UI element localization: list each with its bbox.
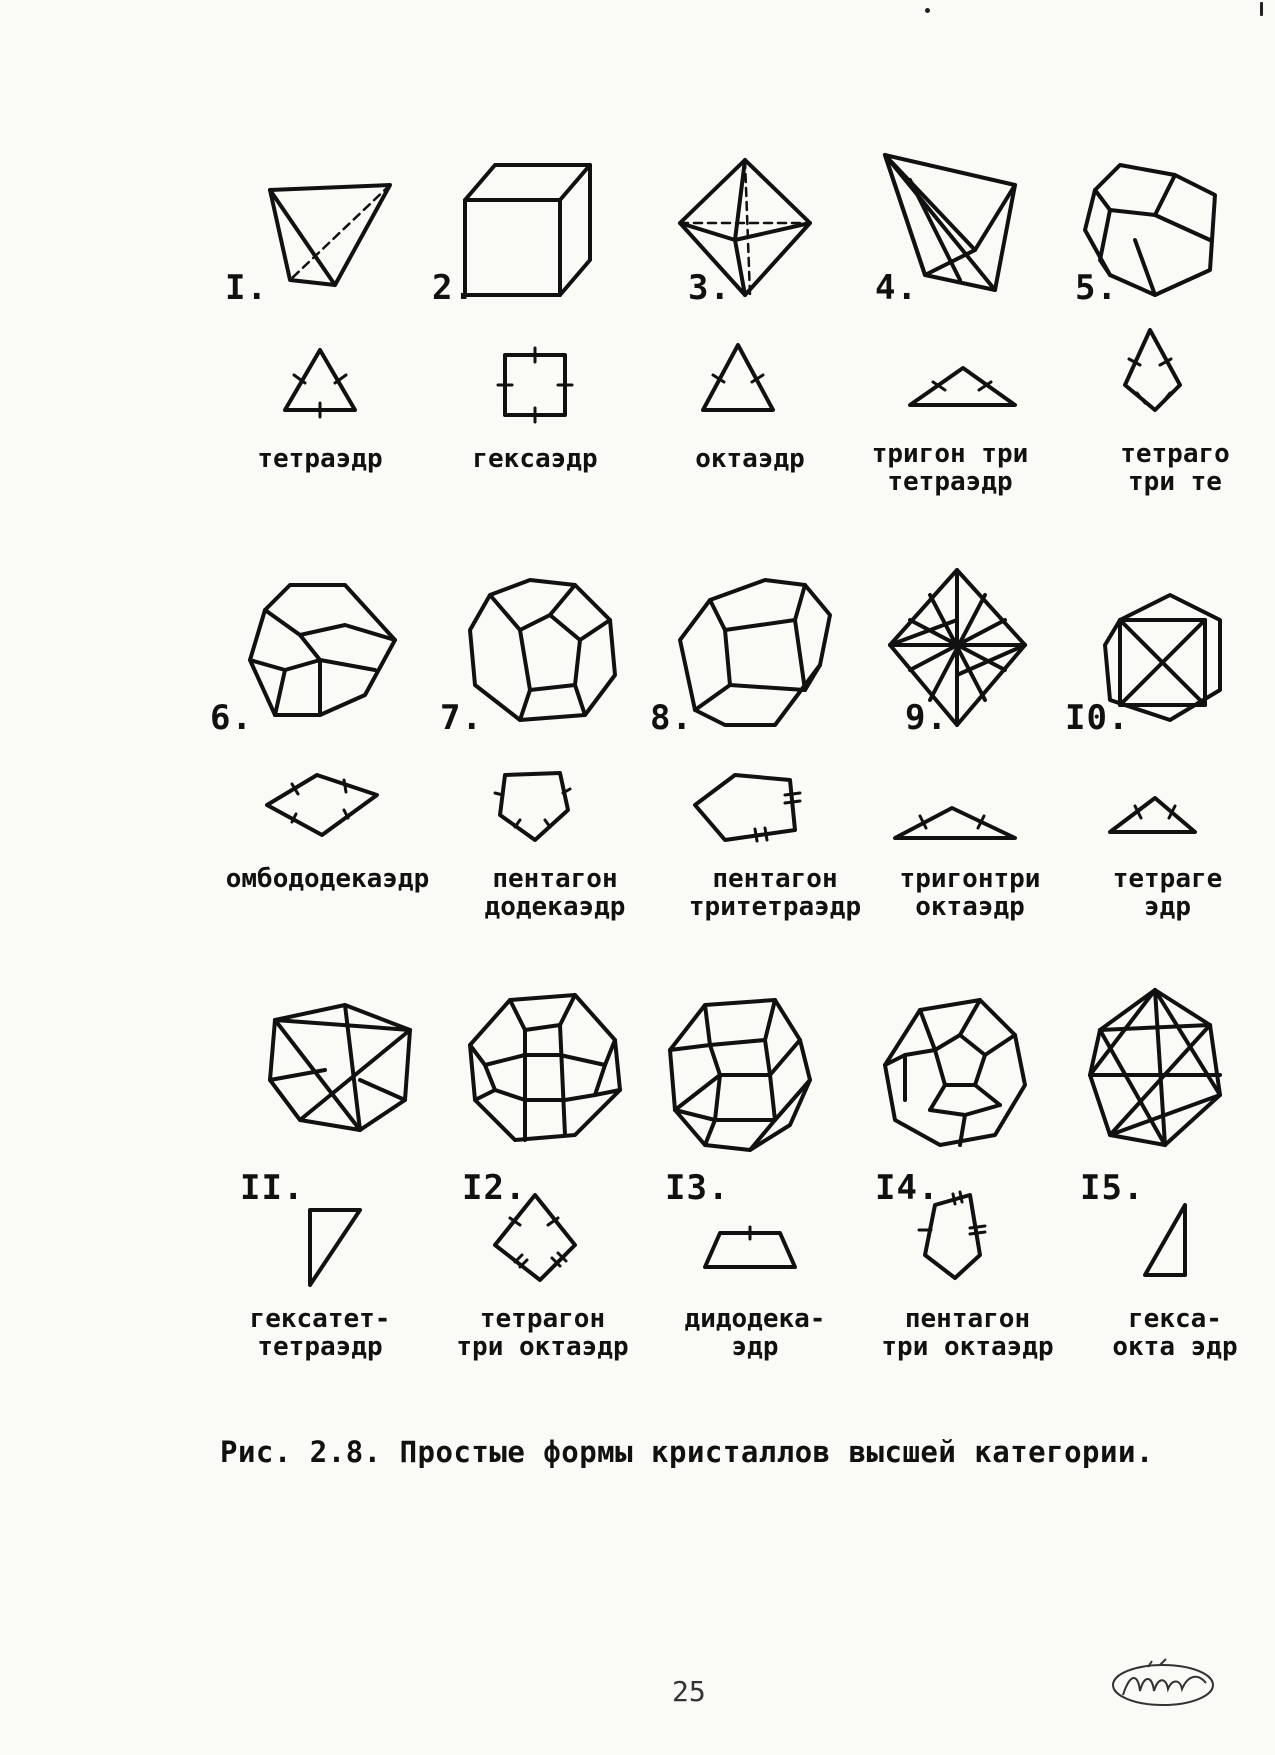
- figure-number: 9.: [905, 698, 948, 738]
- rhombododecahedron-face: [262, 770, 382, 840]
- hexahedron-face-square: [495, 345, 575, 425]
- hexaoctahedron-drawing: [1085, 985, 1225, 1150]
- figure-label: гекса- окта эдр: [1112, 1304, 1238, 1362]
- scan-speck: [925, 8, 930, 13]
- figure-number: I2.: [462, 1168, 527, 1208]
- pentagon-trioctahedron-face: [915, 1190, 995, 1285]
- pentagon-tritetrahedron-drawing: [675, 575, 835, 730]
- tetragon-hexahedron-face: [1105, 790, 1200, 840]
- figure-label: тригон три тетраэдр: [871, 439, 1029, 497]
- figure-label: тетраго три те: [1120, 439, 1230, 497]
- figure-number: I5.: [1080, 1168, 1145, 1208]
- tetrahedron-face-triangle: [280, 345, 360, 415]
- figure-number: 3.: [688, 268, 731, 308]
- handwritten-signature: [1108, 1655, 1218, 1710]
- figure-number: II.: [240, 1168, 305, 1208]
- figure-label: дидодека- эдр: [684, 1304, 826, 1362]
- tetragon-trioctahedron-face: [490, 1190, 580, 1290]
- trigon-tritetrahedron-face: [905, 360, 1020, 415]
- figure-label: омбододекаэдр: [225, 864, 430, 894]
- didodecahedron-face: [700, 1225, 800, 1275]
- trigon-trioctahedron-face: [890, 800, 1020, 845]
- octahedron-face-triangle: [698, 340, 778, 415]
- figure-label: пентагон тритетраэдр: [688, 864, 862, 922]
- hexatetrahedron-drawing: [265, 1000, 415, 1135]
- figure-label: тригонтри октаэдр: [899, 864, 1041, 922]
- pentagon-dodecahedron-face: [490, 765, 575, 845]
- figure-number: I0.: [1065, 698, 1130, 738]
- figure-number: 7.: [440, 698, 483, 738]
- pentagon-trioctahedron-drawing: [880, 995, 1025, 1150]
- didodecahedron-drawing: [665, 995, 815, 1155]
- figure-label: пентагон три октаэдр: [881, 1304, 1054, 1362]
- figure-label: гексаэдр: [472, 444, 598, 474]
- figure-number: 6.: [210, 698, 253, 738]
- tetragon-tritetrahedron-face: [1115, 325, 1190, 415]
- figure-number: I.: [225, 268, 268, 308]
- tetragon-trioctahedron-drawing: [465, 990, 625, 1145]
- figure-number: 5.: [1075, 268, 1118, 308]
- hexahedron-drawing: [455, 160, 600, 300]
- tetrahedron-drawing: [260, 170, 400, 300]
- figure-caption: Рис. 2.8. Простые формы кристаллов высшей категории.: [220, 1435, 1154, 1469]
- figure-number: I4.: [875, 1168, 940, 1208]
- figure-label: октаэдр: [695, 444, 805, 474]
- figure-number: 4.: [875, 268, 918, 308]
- scan-speck: [1260, 2, 1263, 16]
- figure-number: 2.: [432, 268, 475, 308]
- pentagon-dodecahedron-drawing: [465, 575, 620, 725]
- figure-number: 8.: [650, 698, 693, 738]
- rhombododecahedron-drawing: [245, 580, 400, 720]
- hexatetrahedron-face: [305, 1205, 365, 1290]
- figure-number: I3.: [665, 1168, 730, 1208]
- figure-label: тетраге эдр: [1112, 864, 1223, 922]
- figure-label: тетрагон три октаэдр: [456, 1304, 629, 1362]
- pentagon-tritetrahedron-face: [690, 765, 805, 845]
- figure-label: тетраэдр: [257, 444, 383, 474]
- page-number: 25: [672, 1675, 706, 1708]
- figure-label: гексатет- тетраэдр: [249, 1304, 391, 1362]
- figure-label: пентагон додекаэдр: [484, 864, 626, 922]
- hexaoctahedron-face: [1140, 1200, 1195, 1285]
